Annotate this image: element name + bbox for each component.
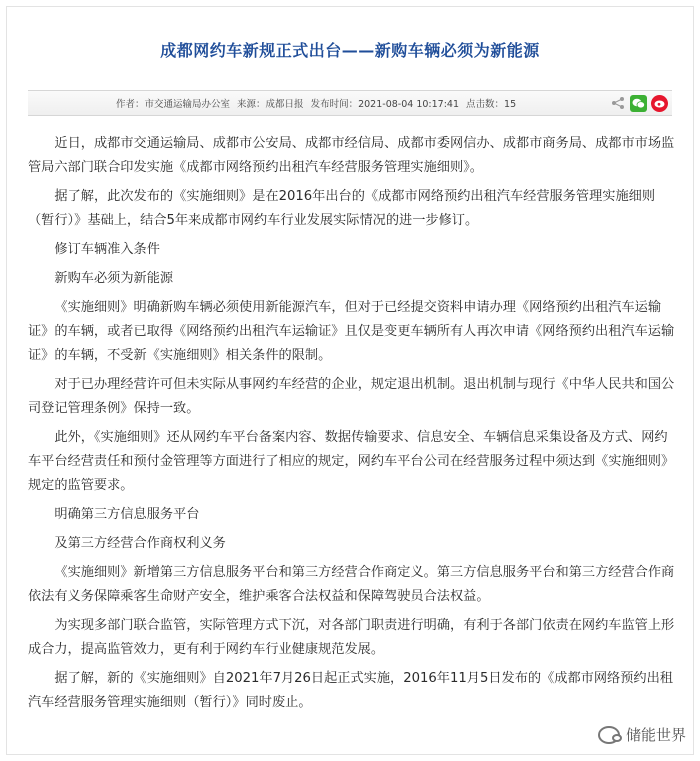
share-icon[interactable] [609,95,626,112]
meta-info [116,96,520,110]
wechat-icon[interactable] [630,95,647,112]
paragraph: 及第三方经营合作商权利义务 [54,536,226,551]
meta-clicks: 点击数：15 [466,99,517,110]
weibo-icon[interactable] [651,95,668,112]
paragraph: 对于已办理经营许可但未实际从事网约车经营的企业，规定退出机制。退出机制与现行《中华人民共和国公司登记管理条例》保持一致。 [28,377,675,416]
meta-author: 作者：市交通运输局办公室 [116,99,231,110]
share-buttons [609,94,668,112]
paragraph: 为实现多部门联合监管，实际管理方式下沉，对各部门职责进行明确，有利于各部门依责在网约车监管上形成合力，提高监管效力，更有利于网约车行业健康规范发展。 [28,618,675,657]
article-title: 成都网约车新规正式出台——新购车辆必须为新能源 [160,41,540,60]
paragraph: 据了解，此次发布的《实施细则》是在2016年出台的《成都市网络预约出租汽车经营服务管理实施细则（暂行）》基础上，结合5年来成都市网约车行业发展实际情况的进一步修订。 [28,189,656,228]
paragraph: 新购车必须为新能源 [54,271,174,286]
meta-source: 来源：成都日报 [237,99,304,110]
meta-published: 发布时间：2021-08-04 10:17:41 [310,99,459,110]
paragraph: 此外，《实施细则》还从网约车平台备案内容、数据传输要求、信息安全、车辆信息采集设备及方式、网约车平台经营责任和预付金管理等方面进行了相应的规定，网约车平台公司在经营服务过程中须达到《实施细则》规定的监管要求。 [28,430,675,493]
meta-bar [28,90,672,116]
paragraph: 明确第三方信息服务平台 [54,507,200,522]
paragraph: 据了解，新的《实施细则》自2021年7月26日起正式实施，2016年11月5日发布的《成都市网络预约出租汽车经营服务管理实施细则（暂行）》同时废止。 [28,671,673,710]
article-body [28,132,676,715]
paragraph: 《实施细则》新增第三方信息服务平台和第三方经营合作商定义。第三方信息服务平台和第三方经营合作商依法有义务保障乘客生命财产安全，维护乘客合法权益和保障驾驶员合法权益。 [28,565,675,604]
wechat-logo-icon [598,726,620,744]
paragraph: 近日，成都市交通运输局、成都市公安局、成都市经信局、成都市委网信办、成都市商务局、成都市市场监管局六部门联合印发实施《成都市网络预约出租汽车经营服务管理实施细则》。 [28,136,675,175]
paragraph: 《实施细则》明确新购车辆必须使用新能源汽车，但对于已经提交资料申请办理《网络预约出租汽车运输证》的车辆，或者已取得《网络预约出租汽车运输证》且仅是变更车辆所有人再次申请《网络预约出租汽车运输证》的车辆，不受新《实施细则》相关条件的限制。 [28,300,675,363]
watermark-text: 储能世界 [625,726,686,744]
paragraph: 修订车辆准入条件 [54,242,160,257]
watermark [598,724,686,745]
